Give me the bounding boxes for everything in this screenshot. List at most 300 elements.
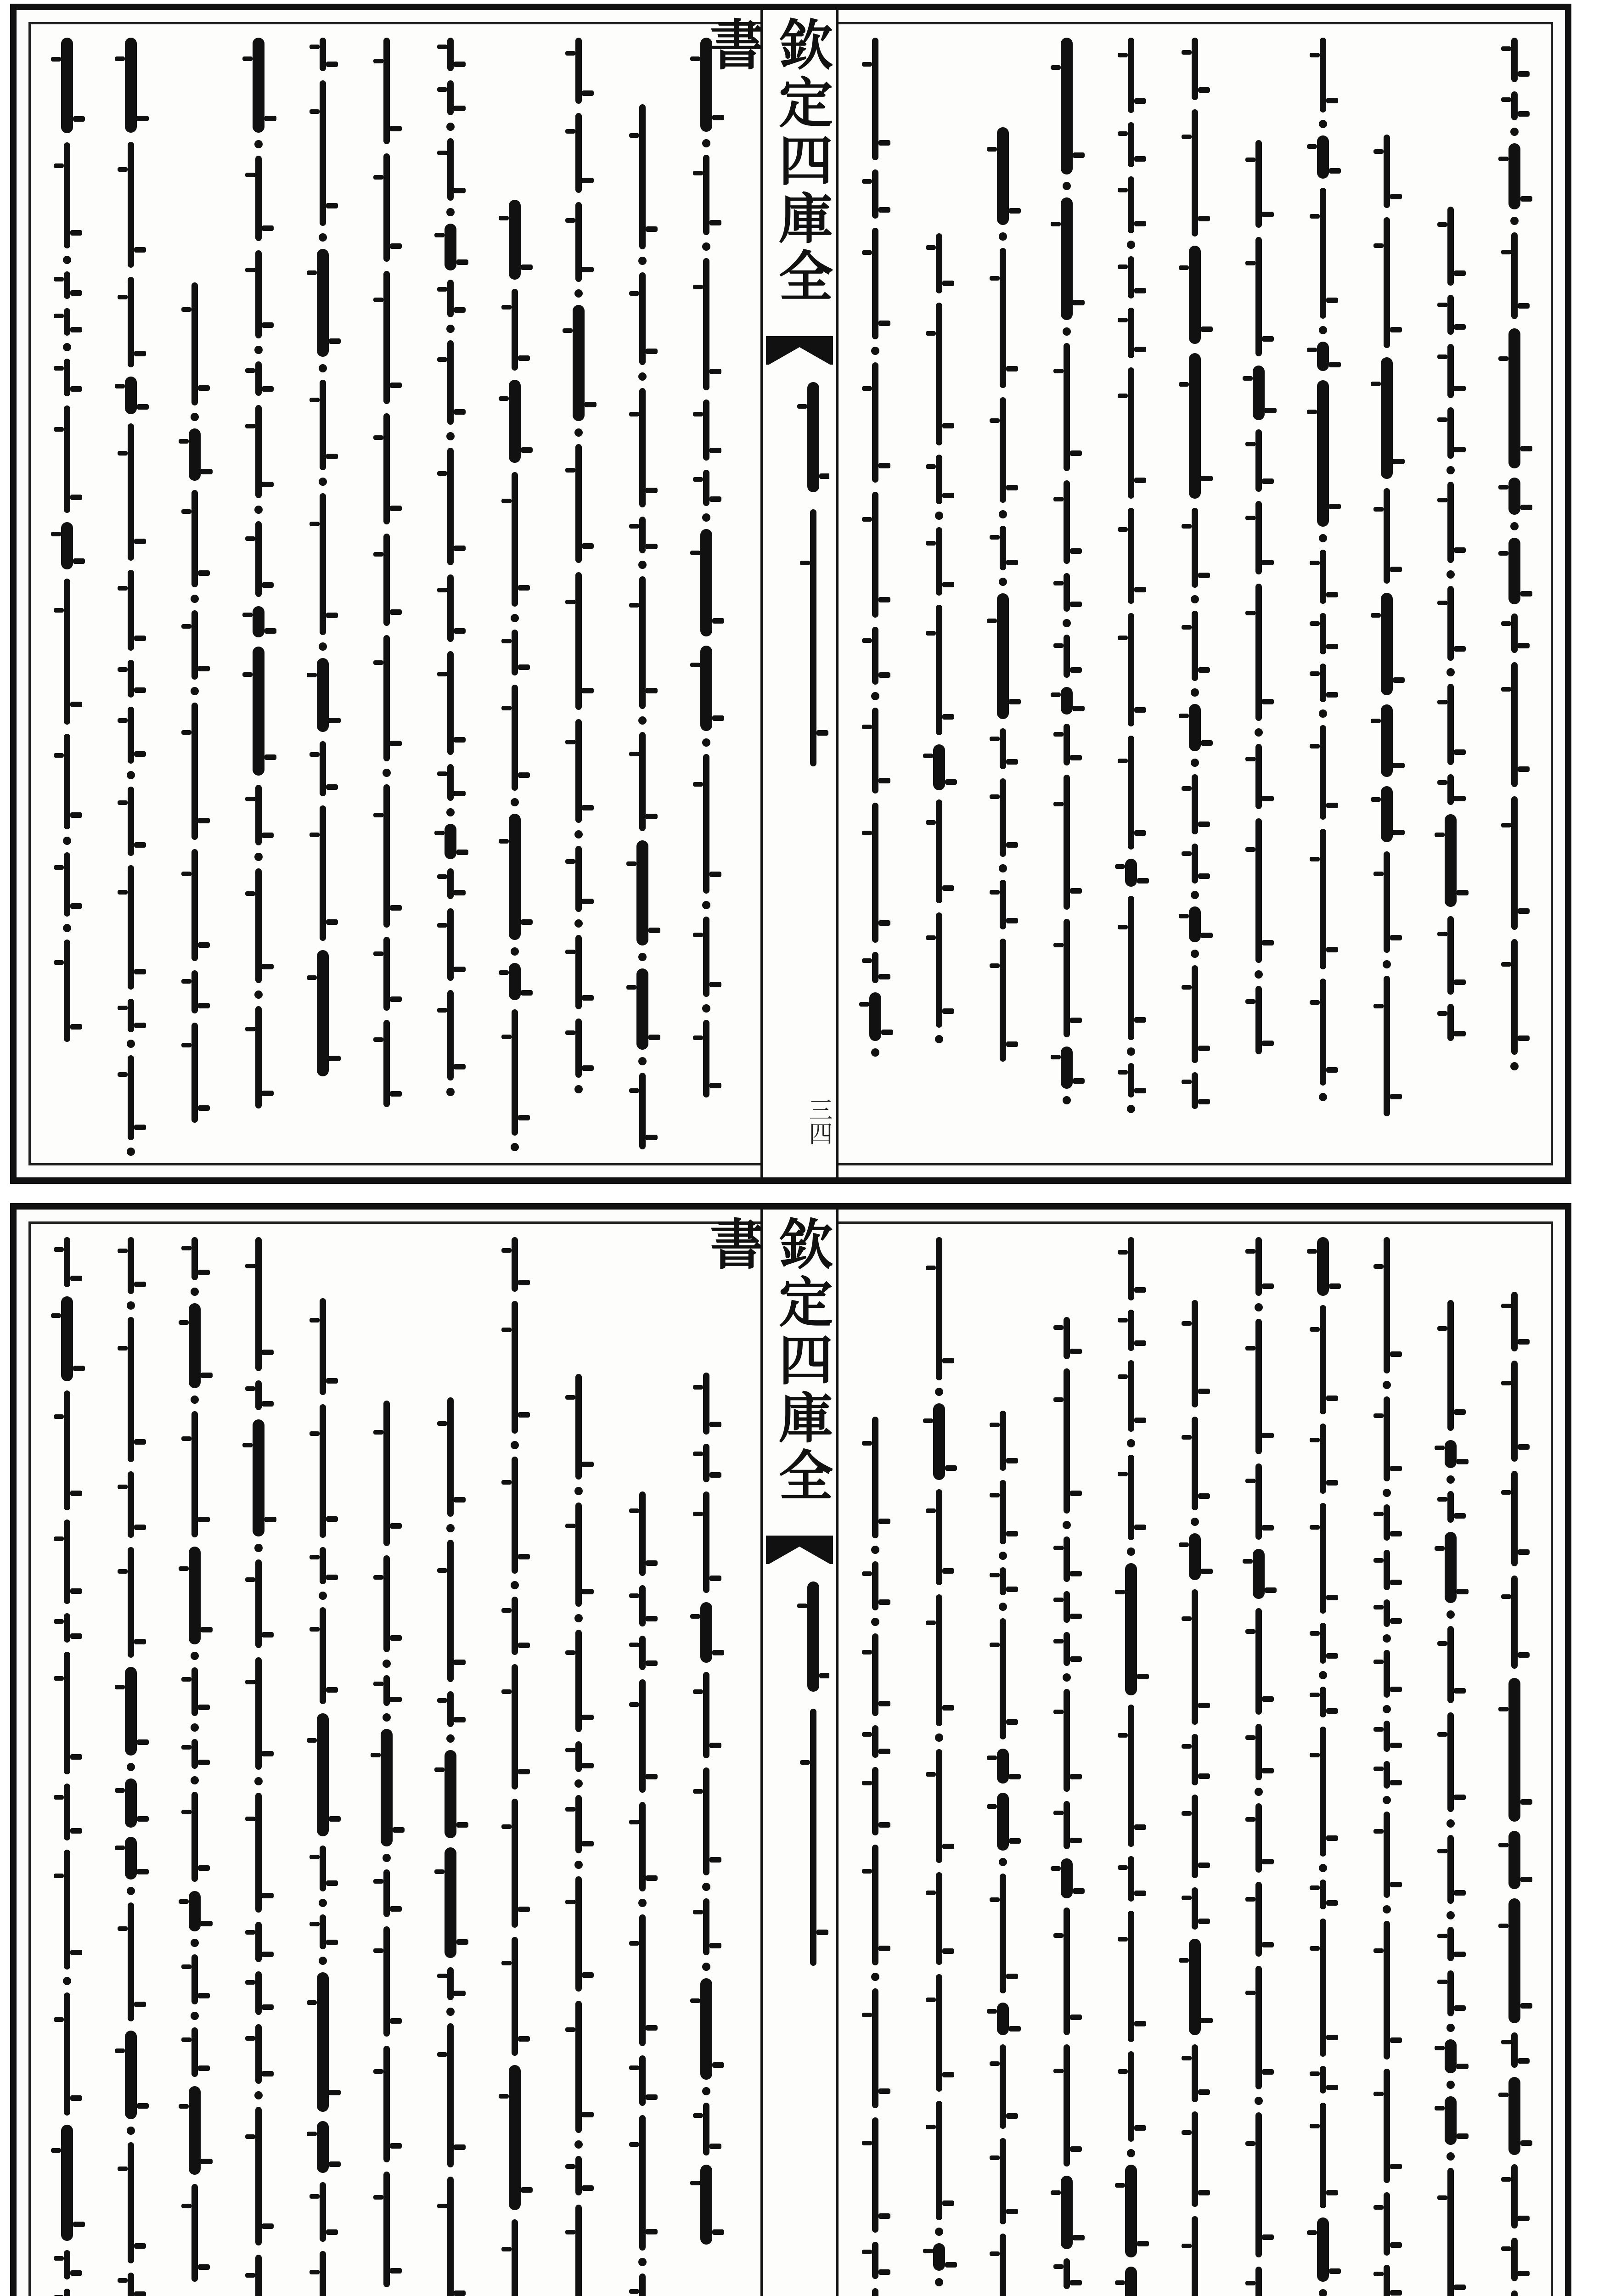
script-word [1381,357,1393,479]
punctuation-mark [1383,1489,1391,1497]
script-word [1511,2290,1518,2296]
header-title: 欽定四庫全書 [701,17,833,306]
script-word [872,952,878,983]
script-word [1064,1908,1070,2035]
punctuation-mark [191,1939,199,1947]
punctuation-mark [1383,1905,1391,1913]
script-word [320,38,326,71]
script-word [936,455,942,504]
script-word [936,233,942,293]
script-word [1128,1455,1134,1540]
script-word [703,917,709,997]
script-word [189,428,201,481]
script-word [1061,197,1073,320]
script-word [1384,1761,1390,1789]
script-word [1128,1911,1134,2042]
script-column [1359,1232,1414,2296]
folio-number: 三四 [805,1097,832,1145]
punctuation-mark [127,2127,135,2135]
script-word [1511,91,1518,120]
script-word [64,1850,70,1970]
script-word [1255,1966,1262,2089]
script-word [255,2024,262,2084]
script-word [1255,1882,1262,1957]
script-word [872,1561,878,1610]
script-word [1447,1970,1454,2016]
punctuation-mark [127,1040,135,1048]
punctuation-mark [574,289,583,298]
script-word [1128,2051,1134,2142]
punctuation-mark [1127,1548,1135,1556]
script-word [447,764,454,801]
script-word [639,388,646,507]
script-word [1317,2217,1329,2282]
punctuation-mark [1383,1634,1391,1643]
punctuation-mark [638,1057,647,1065]
script-column [39,1232,95,2296]
punctuation-mark [1319,1864,1327,1872]
script-word [872,492,878,618]
script-word [1061,1858,1073,1898]
script-word [1061,687,1073,715]
punctuation-mark [702,1004,710,1013]
script-column [975,1406,1030,2296]
script-word [128,277,134,367]
script-word [936,1594,942,1726]
script-word [1128,1310,1134,1351]
script-word [1000,1480,1006,1544]
script-word [936,1872,942,1965]
script-word [1445,2039,1457,2073]
script-word [64,1237,70,1287]
script-word [639,2115,646,2251]
punctuation-mark [511,1441,519,1449]
script-word [191,2027,198,2077]
script-word [1320,979,1326,1086]
header-title: 欽定四庫全書 [701,1216,833,1505]
punctuation-mark [1127,1105,1135,1113]
punctuation-mark [935,512,943,520]
script-word [703,1020,709,1097]
punctuation-mark [1319,326,1327,334]
script-word [997,1793,1009,1851]
punctuation-mark [191,1723,199,1732]
script-word [1061,1047,1073,1089]
punctuation-mark [1191,1518,1199,1526]
script-word [1384,2069,1390,2183]
script-word [703,2103,709,2155]
script-word [189,1891,201,1931]
script-word [703,1898,709,1955]
script-word [191,2184,198,2282]
script-column [295,33,350,1081]
script-word [1128,1063,1134,1097]
script-word [512,1237,518,1292]
script-word [447,2177,454,2296]
script-column [295,1294,350,2296]
script-word [1000,1618,1006,1739]
punctuation-mark [638,257,647,265]
script-word [1384,1396,1390,1481]
punctuation-mark [638,2258,647,2266]
punctuation-mark [446,808,455,816]
punctuation-mark [383,769,391,777]
script-word [128,1547,134,1658]
punctuation-mark [1383,1796,1391,1804]
script-word [1000,939,1006,1062]
script-word [255,250,262,338]
punctuation-mark [1255,1303,1263,1311]
script-word [1128,1856,1134,1902]
script-word [320,493,326,635]
script-word [64,2250,70,2279]
punctuation-mark [999,1552,1007,1560]
script-word [253,38,265,133]
script-word [320,805,326,941]
script-word [1320,1919,1326,2057]
punctuation-mark [999,1603,1007,1611]
script-word [320,80,326,226]
punctuation-mark [127,1887,135,1895]
punctuation-mark [999,510,1007,518]
script-word [872,2288,878,2296]
script-word [128,142,134,268]
script-word [447,908,454,981]
punctuation-mark [1063,182,1071,190]
script-word [383,153,390,262]
script-word [317,2121,329,2173]
script-word [1192,1795,1198,1878]
punctuation-mark [1446,1911,1455,1919]
header-subtitle-mongolian [770,377,829,883]
script-word [639,1914,646,2046]
script-word [575,1741,582,1772]
punctuation-mark [319,642,327,651]
script-word [872,1417,878,1538]
script-word [1447,1927,1454,1961]
script-word [1447,295,1454,335]
punctuation-mark [511,798,519,806]
script-word [703,1672,709,1758]
script-word [512,1664,518,1790]
punctuation-mark [63,256,71,264]
script-column [103,1232,158,2296]
punctuation-mark [319,233,327,242]
script-word [1320,188,1326,319]
script-word [936,1489,942,1585]
punctuation-mark [63,837,71,845]
script-word [447,651,454,755]
punctuation-mark [511,947,519,956]
script-word [936,527,942,596]
script-word [1508,2077,1520,2155]
script-word [997,2003,1009,2035]
script-word [703,1444,709,1482]
script-word [1064,1368,1070,1514]
script-word [64,1390,70,1510]
punctuation-mark [999,864,1007,872]
script-word [1320,1623,1326,1664]
script-word [575,1630,582,1732]
script-word [575,1374,582,1480]
script-column [679,1368,734,2249]
script-word [575,2205,582,2296]
mongolian-text-columns-right [843,24,1547,1164]
script-word [700,1978,712,2080]
punctuation-mark [1319,1093,1327,1101]
script-column [1167,1295,1222,2296]
script-word [1064,1317,1070,1359]
script-word [703,1491,709,1593]
script-word [639,2273,646,2296]
punctuation-mark [254,2091,263,2099]
script-word [1445,1440,1457,1468]
script-word [1255,818,1262,963]
punctuation-mark [254,990,263,999]
script-word [191,970,198,1013]
script-word [447,138,454,201]
script-word [320,1846,326,1891]
script-word [1189,704,1201,751]
script-word [1192,2111,1198,2207]
punctuation-mark [319,478,327,486]
punctuation-mark [1127,2149,1135,2157]
script-column [423,33,478,1099]
script-word [191,703,198,840]
script-word [1128,256,1134,298]
script-word [872,708,878,793]
script-word [573,305,585,421]
script-word [1447,684,1454,765]
script-word [1192,1734,1198,1785]
script-word [512,2219,518,2296]
script-word [1384,976,1390,1116]
script-word [1000,397,1006,503]
script-column [167,1232,222,2286]
script-column [1039,1312,1094,2296]
punctuation-mark [638,1899,647,1907]
script-word [64,1992,70,2116]
script-word [509,2065,521,2210]
punctuation-mark [191,1396,199,1404]
script-column [912,1232,967,2289]
script-word [128,1902,134,2021]
script-word [1447,207,1454,286]
script-word [1255,2112,1262,2257]
punctuation-mark [871,692,879,700]
punctuation-mark [1191,891,1199,899]
script-word [1511,232,1518,319]
header-subtitle-mongolian [770,1577,829,2082]
script-word [575,2001,582,2133]
punctuation-mark [574,1487,583,1495]
script-word [128,660,134,698]
script-word [191,1954,198,2004]
script-word [639,1073,646,1149]
script-word [1447,586,1454,661]
script-word [1000,2234,1006,2296]
script-word [1064,1801,1070,1849]
punctuation-mark [191,2012,199,2020]
script-word [1447,774,1454,805]
script-word [255,1657,262,1770]
script-word [255,521,262,597]
script-word [447,38,454,71]
script-word [125,2031,137,2119]
punctuation-mark [1255,728,1263,737]
punctuation-mark [63,924,71,932]
script-word [1255,1463,1262,1540]
script-word [255,361,262,396]
center-header-strip [701,1210,839,2296]
script-word [512,1597,518,1655]
punctuation-mark [638,372,647,381]
punctuation-mark [935,1035,943,1043]
script-word [1064,573,1070,612]
script-word [1064,635,1070,678]
scan-page-top [10,4,1571,1184]
script-word [447,990,454,1080]
script-word [509,814,521,940]
script-word [1320,1880,1326,1909]
script-word [997,1749,1009,1784]
script-word [1445,814,1457,907]
script-word [1447,1712,1454,1812]
punctuation-mark [871,347,879,355]
punctuation-mark [446,1088,455,1096]
script-word [1447,407,1454,459]
script-word [125,1667,137,1756]
script-word [1511,2164,1518,2228]
script-word [255,156,262,241]
punctuation-mark [511,614,519,622]
punctuation-mark [1319,120,1327,128]
script-word [447,868,454,899]
script-column [359,1396,414,2296]
script-word [1511,1576,1518,1669]
script-word [445,1847,456,1958]
script-word [383,635,390,761]
script-word [320,380,326,470]
script-word [639,1585,646,1626]
script-word [64,852,70,917]
script-word [1192,1300,1198,1407]
script-column [1487,33,1542,1073]
script-word [1255,237,1262,356]
script-word [383,534,390,626]
script-word [575,1876,582,1992]
script-word [1064,343,1070,471]
punctuation-mark [254,853,263,861]
script-word [1061,38,1073,174]
punctuation-mark [1446,2152,1455,2161]
script-word [1000,1411,1006,1471]
script-word [933,744,945,790]
script-word [933,2243,945,2271]
punctuation-mark [319,364,327,372]
script-word [1192,508,1198,588]
punctuation-mark [999,232,1007,241]
script-word [1445,2096,1457,2145]
script-word [1255,429,1262,492]
script-word [1317,380,1329,527]
script-word [1000,880,1006,929]
script-word [936,303,942,445]
script-word [1320,613,1326,654]
punctuation-mark [1446,1610,1455,1619]
script-word [128,1317,134,1462]
script-word [1192,611,1198,681]
punctuation-mark [702,901,710,909]
script-word [1192,2044,1198,2102]
script-column [551,1369,606,2296]
script-word [320,741,326,796]
script-word [1384,1921,1390,2060]
script-word [872,362,878,483]
script-word [191,282,198,405]
script-word [936,605,942,735]
punctuation-mark [1446,2024,1455,2032]
punctuation-mark [1063,1673,1071,1682]
punctuation-mark [702,2087,710,2095]
script-word [64,1519,70,1604]
script-word [1320,1727,1326,1857]
script-word [1447,344,1454,398]
script-word [64,1784,70,1840]
script-word [512,1799,518,1928]
punctuation-mark [1510,217,1519,225]
punctuation-mark [1063,327,1071,336]
script-word [255,405,262,498]
script-word [1447,1835,1454,1904]
punctuation-mark [1127,1439,1135,1447]
punctuation-mark [127,771,135,779]
script-word [1064,480,1070,564]
script-word [1000,2044,1006,2129]
script-word [1320,829,1326,969]
script-word [255,868,262,983]
script-word [1381,593,1393,695]
script-word [64,308,70,336]
script-column [1487,1287,1542,2296]
script-word [191,849,198,961]
punctuation-mark [446,1734,455,1743]
script-word [575,719,582,823]
script-column [1423,1295,1478,2296]
script-word [1125,2267,1137,2296]
script-word [320,1914,326,1949]
script-word [636,968,648,1050]
script-word [512,1937,518,2056]
script-word [189,2086,201,2175]
punctuation-mark [319,1592,327,1600]
script-word [639,576,646,709]
script-word [639,517,646,553]
script-word [636,840,648,945]
script-column [1423,202,1478,1046]
script-word [872,1988,878,2108]
script-word [1192,109,1198,236]
script-word [383,937,390,1011]
script-word [700,529,712,636]
punctuation-mark [254,1777,263,1785]
script-column [1039,33,1094,1107]
punctuation-mark [1191,688,1199,697]
script-word [1064,724,1070,765]
script-word [1128,367,1134,499]
script-word [703,400,709,461]
script-column [848,1412,903,2296]
